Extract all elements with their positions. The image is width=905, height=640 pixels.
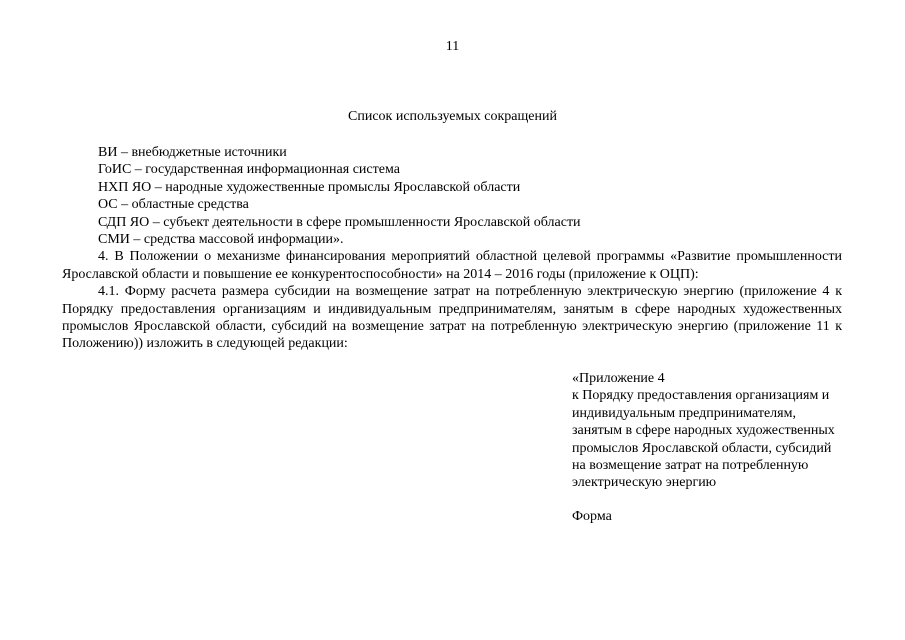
abbreviation-item: ГоИС – государственная информационная система	[98, 162, 400, 178]
abbreviation-item: ОС – областные средства	[98, 197, 249, 213]
abbreviation-item: СМИ – средства массовой информации».	[98, 232, 344, 248]
appendix-line: электрическую энергию	[572, 475, 717, 491]
paragraph-4: 4. В Положении о механизме финансирования мероприятий областной целевой программы «Развитие промышленности Ярославской области и повышение ее конкурентоспособности» на 2014 – 2016 годы (приложение к ОЦП):	[62, 249, 842, 282]
document-body	[62, 144, 842, 353]
paragraph-4-1: 4.1. Форму расчета размера субсидии на возмещение затрат на потребленную электрическую энергию (приложение 4 к Порядку предоставления организациям и индивидуальным предпринимателям, занятым в сфере народных художественных промыслов Ярославской области, субсидий на возмещение затрат на потребленную электрическую энергию (приложение 11 к Положению)) изложить в следующей редакции:	[62, 284, 842, 352]
abbreviation-item: СДП ЯО – субъект деятельности в сфере промышленности Ярославской области	[98, 214, 581, 230]
abbreviation-item: ВИ – внебюджетные источники	[98, 145, 287, 160]
appendix-line: индивидуальным предпринимателям,	[572, 405, 796, 421]
appendix-line: занятым в сфере народных художественных	[572, 423, 835, 439]
appendix-line: к Порядку предоставления организациям и	[572, 388, 830, 404]
appendix-header	[572, 370, 872, 492]
appendix-line: «Приложение 4	[572, 371, 665, 386]
form-label: Форма	[572, 509, 612, 524]
appendix-line: на возмещение затрат на потребленную	[572, 458, 809, 474]
abbreviations-heading: Список используемых сокращений	[348, 109, 557, 124]
page-number: 11	[445, 39, 460, 54]
abbreviation-item: НХП ЯО – народные художественные промыслы Ярославской области	[98, 179, 521, 195]
appendix-line: промыслов Ярославской области, субсидий	[572, 440, 832, 456]
